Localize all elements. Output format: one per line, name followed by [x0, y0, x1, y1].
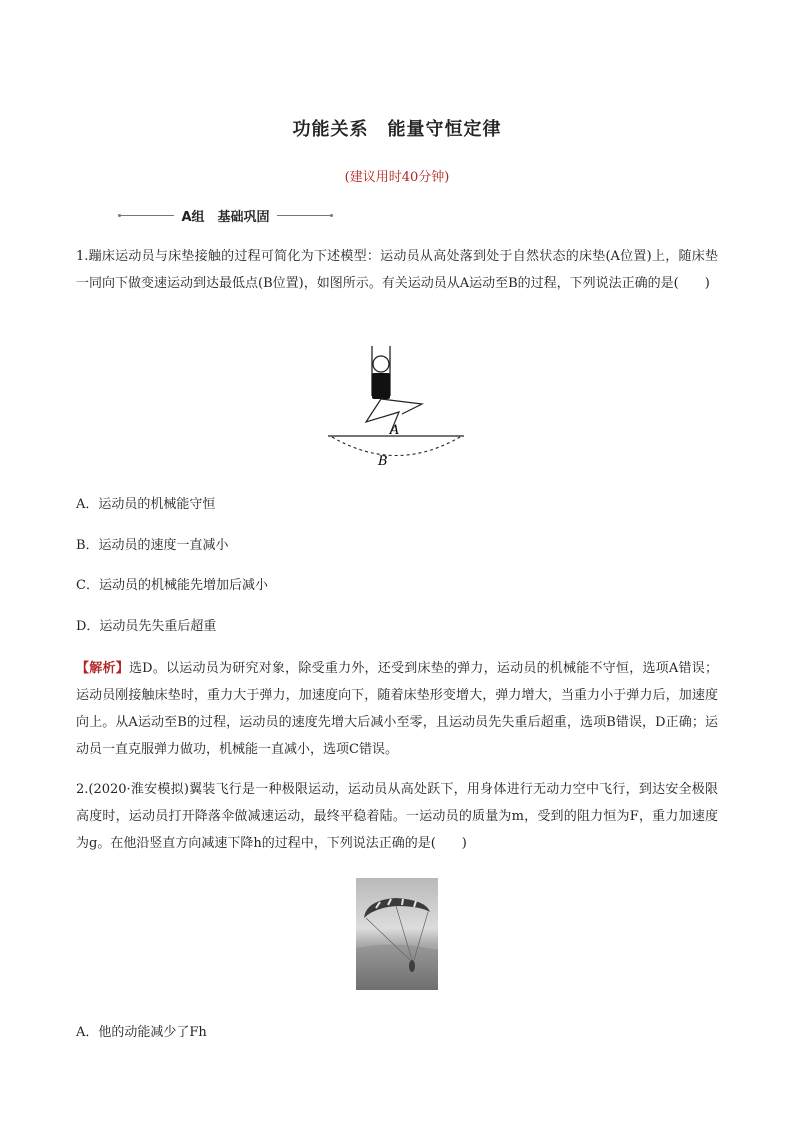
- question-2-option-a: A．他的动能减少了Fh: [76, 1025, 207, 1040]
- label-a: A: [390, 423, 400, 438]
- divider-line-left: [121, 215, 174, 216]
- label-b: B: [378, 454, 388, 469]
- athlete-arm: [381, 399, 422, 414]
- analysis-tag: 【解析】: [76, 661, 129, 676]
- question-1-option-c: C．运动员的机械能先增加后减小: [76, 578, 268, 593]
- athlete-body: [372, 373, 390, 399]
- question-2-stem: 2.(2020·淮安模拟)翼装飞行是一种极限运动，运动员从高处跃下，用身体进行无动力空中飞行，到达安全极限高度时，运动员打开降落伞做减速运动，最终平稳着陆。一运动员的质量为m，受到的阻力恒为F，重力加速度为g。在他沿竖直方向减速下降h的过程中，下列说法正确的是( ): [76, 782, 718, 851]
- question-1-stem: 1.蹦床运动员与床垫接触的过程可简化为下述模型：运动员从高处落到处于自然状态的床垫(A位置)上，随床垫一同向下做变速运动到达最低点(B位置)，如图所示。有关运动员从A运动至B的过程，下列说法正确的是( ): [76, 249, 718, 291]
- ground-haze: [356, 944, 438, 990]
- question-1-analysis: [76, 655, 718, 763]
- suggested-time: (建议用时40分钟): [344, 170, 450, 185]
- analysis-text: 选D。以运动员为研究对象，除受重力外，还受到床垫的弹力，运动员的机械能不守恒，选项A错误；运动员刚接触床垫时，重力大于弹力，加速度向下，随着床垫形变增大，弹力增大，当重力小于弹力后，加速度向上。从A运动至B的过程，运动员的速度先增大后减小至零，且运动员先失重后超重，选项B错误，D正确；运动员一直克服弹力做功，机械能一直减小，选项C错误。: [76, 661, 718, 757]
- trampoline-diagram: [326, 344, 466, 470]
- question-1-option-d: D．运动员先失重后超重: [76, 619, 217, 634]
- section-header: [118, 206, 333, 224]
- divider-dot: [330, 214, 333, 217]
- section-label: A组 基础巩固: [181, 209, 270, 225]
- bed-level-b: [332, 437, 460, 456]
- parachute-photo: [356, 878, 438, 990]
- question-1-option-b: B．运动员的速度一直减小: [76, 538, 229, 553]
- question-1-option-a: A．运动员的机械能守恒: [76, 497, 216, 512]
- divider-line-right: [277, 215, 330, 216]
- page-title: 功能关系 能量守恒定律: [292, 119, 502, 140]
- athlete-head: [373, 356, 389, 372]
